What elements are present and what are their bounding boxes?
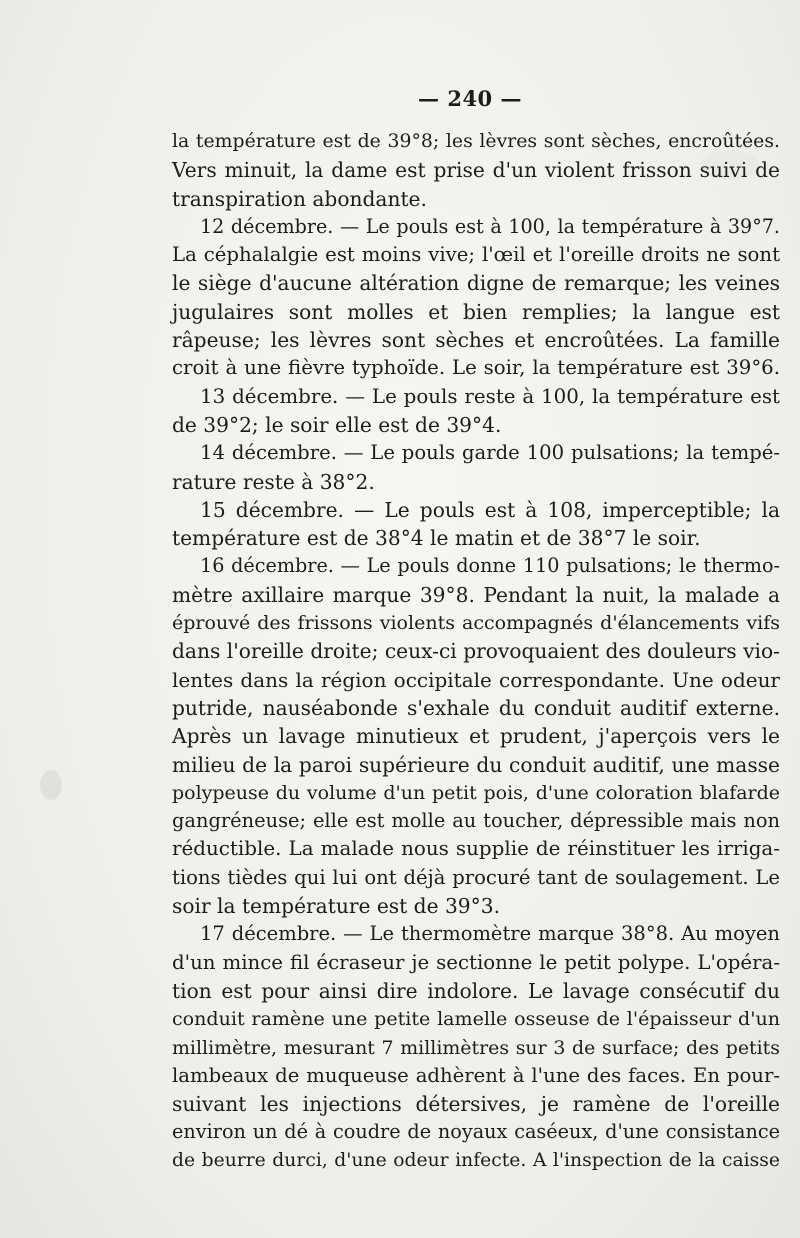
text-line: dans l'oreille droite; ceux-ci provoquaient des douleurs vio- <box>172 639 780 664</box>
text-line: tions tièdes qui lui ont déjà procuré tant de soulagement. Le <box>172 865 780 889</box>
text-line: conduit ramène une petite lamelle osseuse de l'épaisseur d'un <box>172 1008 780 1031</box>
text-line: réductible. La malade nous supplie de réinstituer les irriga- <box>172 837 780 861</box>
text-line: 13 décembre. — Le pouls reste à 100, la température est <box>200 384 780 408</box>
text-line: putride, nauséabonde s'exhale du conduit auditif externe. <box>172 695 780 720</box>
text-line: jugulaires sont molles et bien remplies; la langue est <box>172 299 780 324</box>
text-line: La céphalalgie est moins vive; l'œil et l'oreille droits ne sont <box>172 243 780 267</box>
text-line: le siège d'aucune altération digne de remarque; les veines <box>172 271 780 296</box>
text-line: rature reste à 38°2. <box>172 469 375 494</box>
text-line: Après un lavage minutieux et prudent, j'aperçois vers le <box>172 724 780 749</box>
text-line: environ un dé à coudre de noyaux caséeux, d'une consistance <box>172 1120 780 1144</box>
text-line: lambeaux de muqueuse adhèrent à l'une des faces. En pour- <box>172 1063 780 1087</box>
text-line: lentes dans la région occipitale correspondante. Une odeur <box>172 667 780 692</box>
text-line: suivant les injections détersives, je ramène de l'oreille <box>172 1092 780 1117</box>
text-line: éprouvé des frissons violents accompagnés d'élancements vifs <box>172 612 780 635</box>
text-line: tion est pour ainsi dire indolore. Le lavage consécutif du <box>172 978 780 1003</box>
text-line: croit à une fièvre typhoïde. Le soir, la température est 39°6. <box>172 356 780 380</box>
text-line: milieu de la paroi supérieure du conduit auditif, une masse <box>172 752 780 777</box>
text-line: 16 décembre. — Le pouls donne 110 pulsations; le thermo- <box>200 554 780 578</box>
text-line: la température est de 39°8; les lèvres sont sèches, encroûtées. <box>172 131 780 152</box>
text-line: de beurre durci, d'une odeur infecte. A l'inspection de la caisse <box>172 1149 780 1171</box>
text-line: gangréneuse; elle est molle au toucher, dépressible mais non <box>172 809 780 833</box>
text-line: transpiration abondante. <box>172 186 427 211</box>
page-number: — 240 — <box>418 86 522 111</box>
text-line: 17 décembre. — Le thermomètre marque 38°8. Au moyen <box>200 922 780 946</box>
text-line: d'un mince fil écraseur je sectionne le petit polype. L'opéra- <box>172 950 780 974</box>
text-line: polypeuse du volume d'un petit pois, d'une coloration blafarde <box>172 781 780 804</box>
text-line: température est de 38°4 le matin et de 38°7 le soir. <box>172 526 701 551</box>
text-line: Vers minuit, la dame est prise d'un violent frisson suivi de <box>172 158 780 183</box>
text-line: râpeuse; les lèvres sont sèches et encroûtées. La famille <box>172 328 780 353</box>
text-line: millimètre, mesurant 7 millimètres sur 3 de surface; des petits <box>172 1036 780 1059</box>
text-line: mètre axillaire marque 39°8. Pendant la nuit, la malade a <box>172 582 780 607</box>
body-text <box>172 128 780 1175</box>
text-line: 15 décembre. — Le pouls est à 108, imperceptible; la <box>200 497 780 522</box>
text-line: de 39°2; le soir elle est de 39°4. <box>172 412 502 437</box>
text-line: 14 décembre. — Le pouls garde 100 pulsations; la tempé- <box>200 441 780 465</box>
text-line: soir la température est de 39°3. <box>172 894 500 919</box>
text-line: 12 décembre. — Le pouls est à 100, la température à 39°7. <box>200 214 780 238</box>
paper-stain <box>40 770 62 800</box>
